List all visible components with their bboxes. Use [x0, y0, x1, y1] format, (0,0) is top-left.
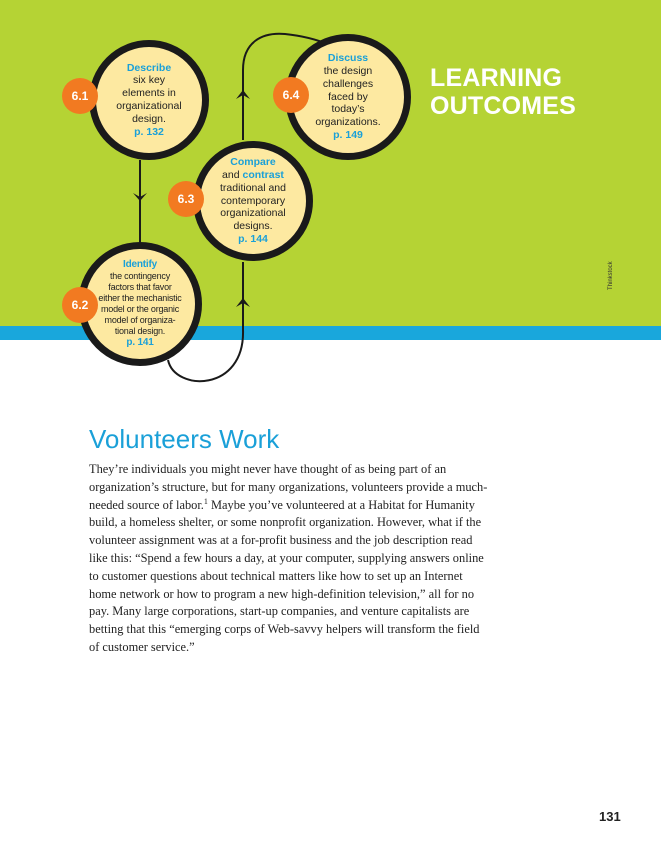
outcome-line: design. [132, 112, 166, 125]
outcome-verb: Discuss [327, 52, 369, 65]
body-text-part-2: Maybe you’ve volunteered at a Habitat for Humanity build, a homeless shelter, or some nonprofit organization. However, what if the volunteer assignment was at a for-profit business and the job description read like this: “Spend a few hours a day, at your computer, supplying answers online to customer questions about technical matters like how to set up an Internet home network or how to program a new high-definition television,” all for no pay. Many large corporations, start-up companies, and venture capitalists are betting that this “emerging corps of Web-savvy helpers will transform the field of customer service.” [89, 497, 484, 654]
title-line-2: OUTCOMES [430, 92, 577, 121]
outcome-number-badge: 6.1 [62, 78, 98, 114]
outcome-page-ref: p. 141 [126, 336, 154, 348]
outcome-line: factors that favor [108, 282, 172, 293]
outcome-line: organizations. [315, 116, 381, 129]
outcome-line: model or the organic [100, 304, 180, 314]
page-number: 131 [599, 809, 621, 824]
outcome-line: organizational [220, 207, 286, 220]
outcome-page-ref: p. 132 [134, 125, 164, 138]
outcome-line: the design [323, 65, 373, 77]
outcome-line: designs. [233, 220, 273, 233]
outcome-verb-line [222, 169, 284, 182]
outcome-line: the contingency [109, 271, 171, 282]
outcome-number-badge: 6.2 [62, 287, 98, 323]
body-paragraph [89, 461, 489, 657]
outcome-line: either the mechanistic [98, 293, 182, 304]
outcome-circle-6-3 [193, 141, 313, 261]
outcome-line: traditional and [220, 181, 286, 194]
outcome-circle-6-1 [89, 40, 209, 160]
outcome-page-ref: p. 144 [238, 232, 268, 245]
outcome-conjunction: and [222, 169, 240, 181]
outcome-line: six key [132, 74, 166, 87]
outcome-number-badge: 6.4 [273, 77, 309, 113]
outcome-line: today’s [331, 103, 365, 116]
outcome-line: model of organiza- [104, 314, 176, 325]
outcome-line: elements in [122, 87, 176, 100]
outcome-verb: Describe [126, 61, 172, 74]
title-line-1: LEARNING [430, 64, 563, 92]
footnote-marker: 1 [203, 496, 208, 506]
outcome-line: organizational [116, 100, 182, 112]
outcome-verb: Compare [230, 156, 276, 169]
outcome-line: contemporary [220, 194, 286, 207]
body-text-part-1: They’re individuals you might never have thought of as being part of an organization’s structure, but for many organizations, volunteers provide a much-needed source of labor. [89, 462, 488, 512]
outcome-page-ref: p. 149 [333, 128, 363, 141]
outcome-number-badge: 6.3 [168, 181, 204, 217]
outcome-line: tional design. [114, 325, 166, 336]
outcome-line: challenges [322, 77, 374, 90]
outcome-verb: Identify [123, 258, 157, 270]
outcome-verb-2: contrast [242, 169, 284, 181]
section-heading: Volunteers Work [89, 424, 280, 454]
outcome-line: faced by [328, 90, 368, 103]
photo-credit: Thinkstock [608, 261, 614, 290]
learning-outcomes-title [430, 64, 576, 121]
